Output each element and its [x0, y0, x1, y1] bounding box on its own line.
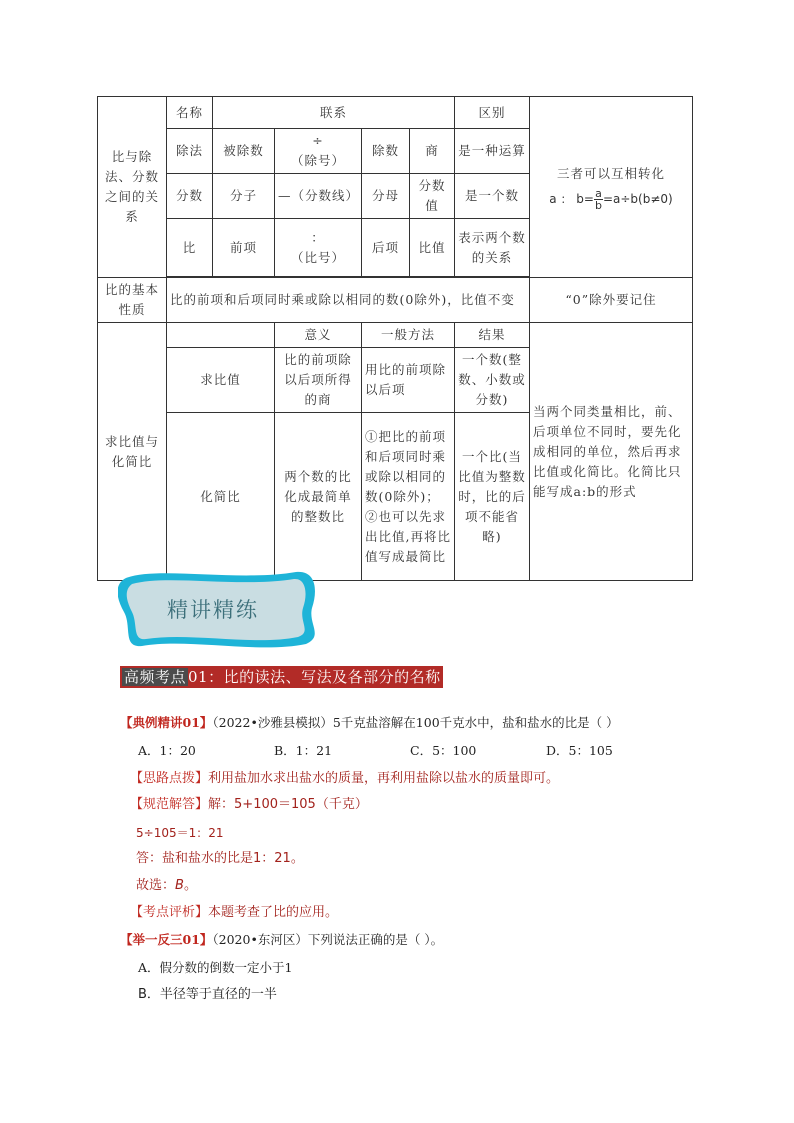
ratio-head-meaning: 意义: [275, 323, 362, 348]
choice-lead: 故选：: [136, 878, 176, 893]
formula-fraction: [594, 188, 603, 211]
row-division-name: 除法: [167, 129, 213, 174]
convert-cell: [530, 97, 693, 278]
basic-title: 比的基本性质: [98, 278, 167, 323]
answer-say-lead: 答：: [136, 851, 163, 866]
simplify-method: ①把比的前项和后项同时乘或除以相同的数(0除外)；②也可以先求出比值,再将比值写成最简比: [362, 413, 455, 581]
choice-line: [136, 877, 197, 895]
example-option-b: B．1：21: [274, 743, 333, 758]
eval-line: [130, 904, 338, 922]
row-fraction-c2: —（分数线）: [275, 174, 362, 219]
divide-sign-label: （除号）: [290, 153, 345, 168]
choice-value: B: [175, 878, 184, 893]
simplify-result: 一个比(当比值为整数时，比的后项不能省略): [455, 413, 530, 581]
practice-tag: 【举一反三01】: [120, 932, 213, 947]
banner-text: 精讲精练: [167, 598, 259, 622]
formula: [533, 188, 689, 211]
row-ratio-name: 比: [167, 219, 213, 277]
find-ratio-result: 一个数(整数、小数或分数): [455, 348, 530, 413]
practice-source: （2020•东河区）: [212, 932, 308, 947]
find-ratio-meaning: 比的前项除以后项所得的商: [275, 348, 362, 413]
formula-tail: =a÷b(b≠0): [602, 191, 673, 206]
row-ratio-c3: 后项: [362, 219, 410, 277]
find-ratio-name: 求比值: [167, 348, 275, 413]
ratio-note: 当两个同类量相比，前、后项单位不同时，要先化成相同的单位，然后再求比值或化简比。化简比只能写成a:b的形式: [530, 323, 693, 581]
row-ratio-c4: 比值: [410, 219, 455, 277]
practice-option-b: B．半径等于直径的一半: [138, 987, 277, 1002]
row-fraction-c4: 分数值: [410, 174, 455, 219]
practice-line: [120, 931, 443, 949]
header-diff: 区别: [455, 97, 530, 129]
example-tag: 【典例精讲01】: [120, 715, 213, 730]
example-option-c: C．5：100: [410, 743, 477, 758]
header-name: 名称: [167, 97, 213, 129]
knowledge-table: [97, 96, 693, 581]
answer-line: [130, 796, 368, 814]
divide-sign: ÷: [312, 133, 324, 148]
row-division-c3: 除数: [362, 129, 410, 174]
answer-say: 盐和盐水的比是1：21。: [162, 851, 304, 866]
practice-question: 下列说法正确的是（ ）。: [307, 932, 444, 947]
hint-line: [130, 770, 559, 788]
simplify-meaning: 两个数的比化成最简单的整数比: [275, 413, 362, 581]
section-banner: [118, 568, 350, 650]
example-source: （2022•沙雅县模拟）: [212, 715, 333, 730]
choice-end: 。: [183, 878, 197, 893]
answer-step1: 5+100＝105（千克）: [234, 797, 368, 812]
frac-bot: b: [594, 198, 602, 212]
hint-tag: 【思路点拨】: [130, 771, 209, 786]
row-fraction-name: 分数: [167, 174, 213, 219]
example-question: 5千克盐溶解在100千克水中，盐和盐水的比是（ ）: [332, 715, 619, 730]
ratio-head-method: 一般方法: [362, 323, 455, 348]
answer-step2: 5÷105＝1：21: [136, 826, 224, 840]
hint-text: 利用盐加水求出盐水的质量，再利用盐除以盐水的质量即可。: [208, 771, 560, 786]
eval-text: 本题考查了比的应用。: [208, 905, 339, 920]
answer-tag: 【规范解答】: [130, 797, 209, 812]
header-connection: 联系: [213, 97, 455, 129]
example-line: [120, 714, 619, 732]
answer-lead: 解：: [208, 797, 235, 812]
eval-tag: 【考点评析】: [130, 905, 209, 920]
ratio-head-result: 结果: [455, 323, 530, 348]
example-option-d: D．5：105: [546, 743, 613, 758]
row-division-c2: [275, 129, 362, 174]
example-option-a: A．1：20: [138, 743, 196, 758]
ratio-sign-label: （比号）: [290, 249, 345, 265]
row-fraction-c1: 分子: [213, 174, 275, 219]
row-division-c1: 被除数: [213, 129, 275, 174]
answer-say-line: [136, 850, 304, 868]
ratio-head-blank: [167, 323, 275, 348]
ratio-title: 求比值与化简比: [98, 323, 167, 581]
row-ratio-c1: 前项: [213, 219, 275, 277]
ratio-sign: ：: [311, 229, 325, 245]
basic-content: 比的前项和后项同时乘或除以相同的数(0除外)，比值不变: [167, 278, 530, 323]
key-point-bar: [120, 666, 443, 688]
frac-top: a: [595, 186, 602, 200]
relation-title: 比与除法、分数之间的关系: [98, 97, 167, 278]
key-point-title: 01：比的读法、写法及各部分的名称: [188, 668, 441, 686]
row-ratio-diff: 表示两个数的关系: [455, 219, 530, 277]
simplify-name: 化简比: [167, 413, 275, 581]
row-fraction-diff: 是一个数: [455, 174, 530, 219]
find-ratio-method: 用比的前项除以后项: [362, 348, 455, 413]
row-division-c4: 商: [410, 129, 455, 174]
row-ratio-c2: [275, 219, 362, 277]
row-division-diff: 是一种运算: [455, 129, 530, 174]
key-point-prefix: 高频考点: [124, 668, 187, 686]
formula-lead: a ： b=: [549, 191, 594, 206]
practice-option-a: A．假分数的倒数一定小于1: [138, 960, 293, 975]
row-fraction-c3: 分母: [362, 174, 410, 219]
convert-text: 三者可以互相转化: [556, 165, 665, 181]
basic-note: “0”除外要记住: [530, 278, 693, 323]
